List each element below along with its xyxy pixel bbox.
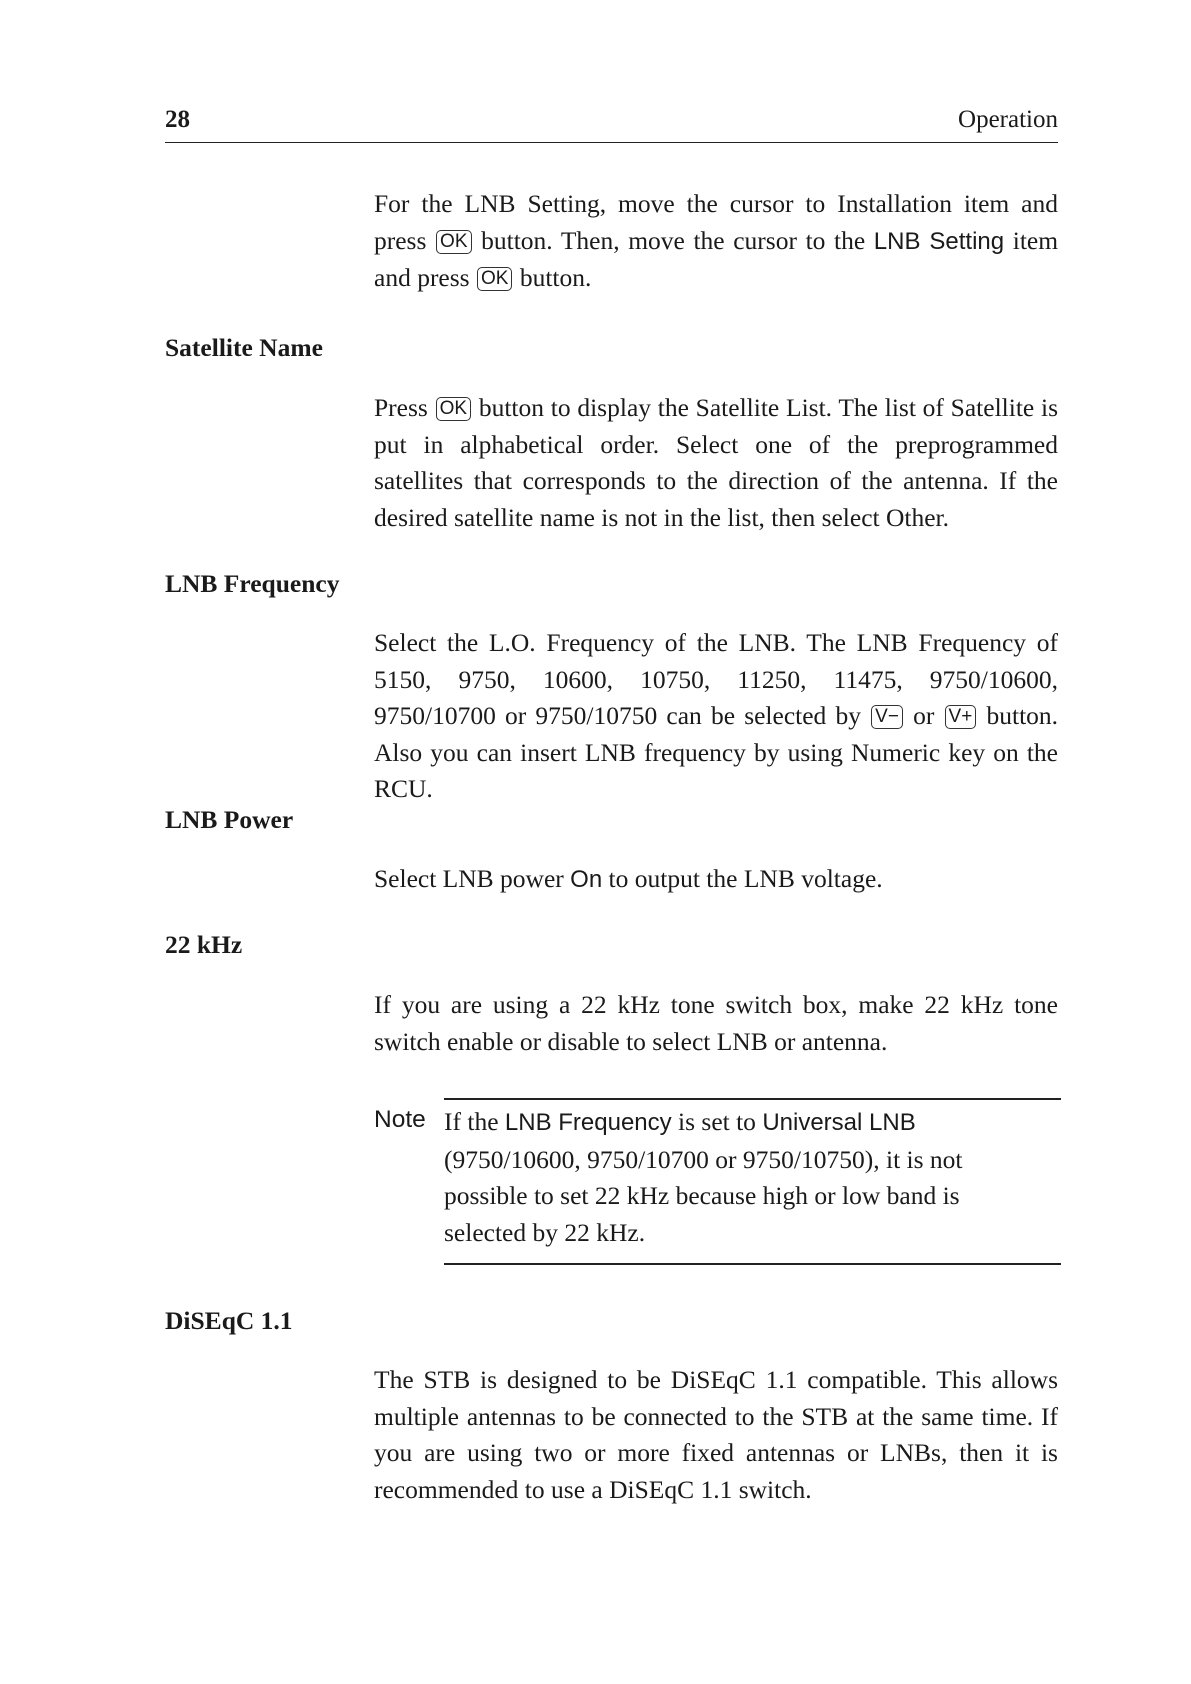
v-plus-key-icon: V+: [945, 705, 977, 729]
lnb-power-paragraph: Select LNB power On to output the LNB voltage.: [374, 864, 883, 893]
lnb-frequency-item: LNB Frequency: [504, 1109, 672, 1136]
satellite-name-paragraph: Press OK button to display the Satellite List. The list of Satellite is put in alphabetical order. Select one of the preprogrammed satellites that corresponds to the direction of the antenna. If the desired satellite name is not in the list, then select Other.: [374, 393, 1059, 532]
section-title: Operation: [958, 106, 1058, 133]
lnb-setting-item: LNB Setting: [873, 227, 1005, 255]
lnb-frequency-heading: LNB Frequency: [165, 569, 340, 598]
ok-key-icon: OK: [436, 230, 471, 254]
ok-key-icon: OK: [436, 397, 471, 421]
note-bottom-rule: [444, 1263, 1061, 1265]
lnb-frequency-paragraph: Select the L.O. Frequency of the LNB. The LNB Frequency of 5150, 9750, 10600, 10750, 11250, 11475, 9750/10600, 9750/10700 or 9750/10750 can be selected by V− or V+ button. Also you can insert LNB frequency by using Numeric key on the RCU.: [374, 628, 1059, 803]
lnb-power-heading: LNB Power: [165, 805, 294, 834]
satellite-name-heading: Satellite Name: [165, 333, 323, 362]
on-value: On: [570, 866, 603, 893]
diseqc-heading: DiSEqC 1.1: [165, 1306, 293, 1335]
v-minus-key-icon: V−: [871, 705, 903, 729]
22khz-heading: 22 kHz: [165, 930, 243, 959]
ok-key-icon: OK: [477, 267, 512, 291]
page-number: 28: [165, 106, 190, 133]
note-label: Note: [374, 1106, 426, 1133]
universal-lnb-value: Universal LNB: [762, 1109, 916, 1136]
diseqc-paragraph: The STB is designed to be DiSEqC 1.1 compatible. This allows multiple antennas to be connected to the STB at the same time. If you are using two or more fixed antennas or LNBs, then it is recommended to use a DiSEqC 1.1 switch.: [374, 1365, 1058, 1504]
note-top-rule: [444, 1098, 1061, 1100]
22khz-paragraph: If you are using a 22 kHz tone switch box, make 22 kHz tone switch enable or disable to select LNB or antenna.: [374, 990, 1058, 1056]
note-text: If the LNB Frequency is set to Universal LNB (9750/10600, 9750/10700 or 9750/10750), it is not possible to set 22 kHz because high or low band is selected by 22 kHz.: [444, 1107, 963, 1247]
intro-paragraph: For the LNB Setting, move the cursor to Installation item and press OK button. Then, move the cursor to the LNB Setting item and press OK button.: [374, 189, 1059, 292]
page-header: [165, 104, 1058, 143]
